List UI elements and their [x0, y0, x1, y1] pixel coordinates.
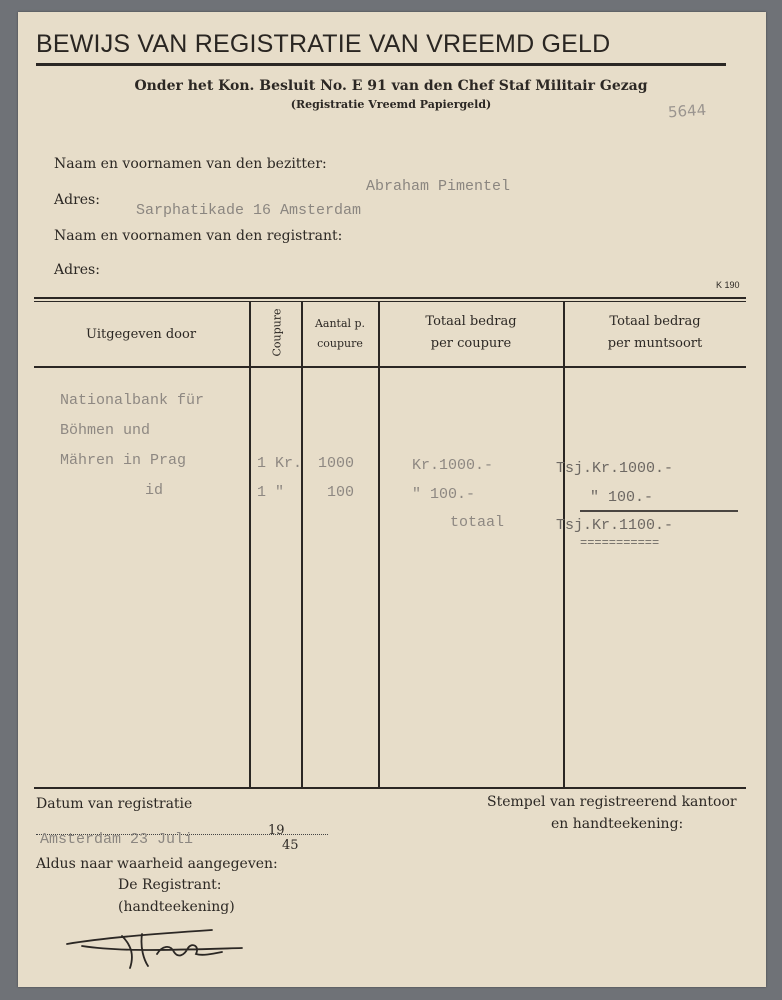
- table-header-rule: [34, 366, 746, 368]
- header-coupure: Coupure: [270, 308, 284, 357]
- row2-total-coupure: " 100.-: [412, 486, 476, 503]
- year-prefix: 19: [268, 823, 285, 838]
- title-rule: [36, 63, 726, 66]
- pencil-note: 5644: [667, 100, 707, 122]
- sum-rule: [580, 510, 738, 512]
- address-value: Sarphatikade 16 Amsterdam: [136, 202, 362, 219]
- year-suffix: 45: [282, 838, 299, 853]
- table-top-rule: [34, 297, 746, 299]
- issuer-line-4: id: [145, 482, 164, 499]
- row2-total-currency: " 100.-: [590, 489, 654, 506]
- date-label: Datum van registratie: [36, 796, 193, 812]
- header-count-line1: Aantal p.: [314, 317, 366, 330]
- double-underline: ===========: [580, 536, 660, 550]
- total-label: totaal: [450, 514, 505, 531]
- header-count-line2: coupure: [317, 337, 363, 350]
- header-count: [303, 314, 377, 354]
- stamp-label-2: en handteekening:: [551, 816, 684, 832]
- header-total-currency: [565, 311, 745, 355]
- address-label: Adres:: [54, 192, 100, 208]
- stamp-label: Stempel van registreerend kantoor: [487, 794, 737, 810]
- row2-coupure: 1 ": [257, 484, 285, 501]
- col-divider-4: [563, 302, 565, 787]
- row1-coupure: 1 Kr.: [257, 455, 303, 472]
- table-top-rule-thin: [34, 301, 746, 302]
- declared-text: Aldus naar waarheid aangegeven:: [36, 856, 278, 872]
- grand-total: Tsj.Kr.1100.-: [556, 517, 674, 534]
- date-value: Amsterdam 23 Juli: [40, 831, 194, 848]
- owner-value: Abraham Pimentel: [366, 178, 511, 195]
- col-divider-2: [301, 302, 303, 787]
- registrant-caption: De Registrant:: [118, 877, 222, 893]
- header-total-currency-line1: Totaal bedrag: [609, 314, 701, 329]
- col-divider-3: [378, 302, 380, 787]
- row1-count: 1000: [318, 455, 355, 472]
- issuer-line-2: Böhmen und: [60, 422, 151, 439]
- header-total-currency-line2: per muntsoort: [607, 336, 703, 351]
- subtitle: Onder het Kon. Besluit No. E 91 van den Chef Staf Militair Gezag: [134, 78, 648, 94]
- issuer-line-3: Mähren in Prag: [60, 452, 187, 469]
- table-bottom-rule: [34, 787, 746, 789]
- row2-count: 100: [327, 484, 355, 501]
- header-total-coupure: [380, 311, 562, 355]
- registrant-label: Naam en voornamen van den registrant:: [54, 228, 343, 244]
- header-issuer: Uitgegeven door: [85, 327, 197, 342]
- registrant-address-label: Adres:: [54, 262, 100, 278]
- handwritten-signature: [62, 916, 262, 976]
- issuer-line-1: Nationalbank für: [60, 392, 205, 409]
- header-total-coupure-line2: per coupure: [430, 336, 512, 351]
- signature-caption: (handteekening): [118, 899, 235, 915]
- owner-label: Naam en voornamen van den bezitter:: [54, 156, 327, 172]
- form-code: K 190: [716, 280, 740, 290]
- row1-total-currency: Tsj.Kr.1000.-: [556, 460, 674, 477]
- subtitle-note: (Registratie Vreemd Papiergeld): [290, 98, 492, 111]
- col-divider-1: [249, 302, 251, 787]
- document-title: BEWIJS VAN REGISTRATIE VAN VREEMD GELD: [36, 30, 611, 58]
- row1-total-coupure: Kr.1000.-: [412, 457, 494, 474]
- header-total-coupure-line1: Totaal bedrag: [425, 314, 517, 329]
